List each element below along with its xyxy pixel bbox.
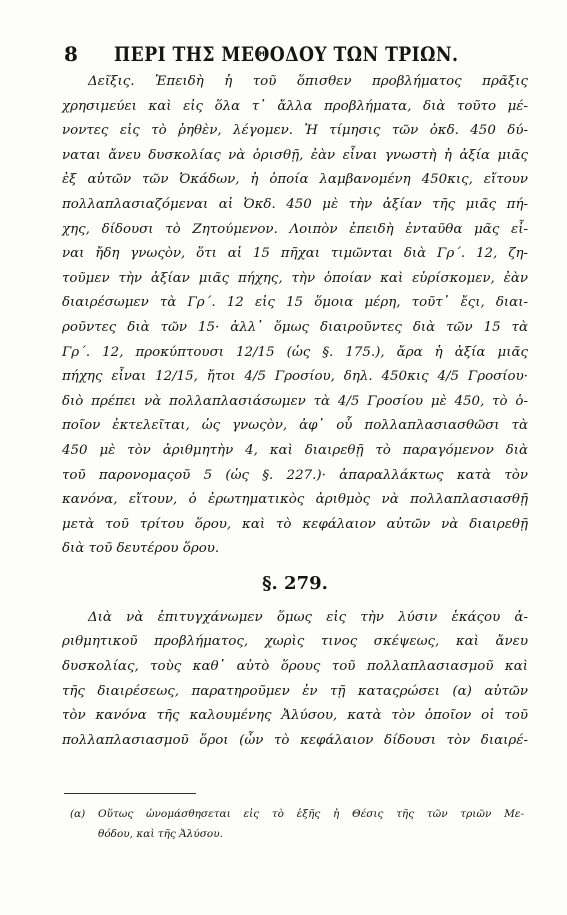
text-line: διὸ πρέπει νὰ πολλαπλασιάσωμεν τὰ 4/5 Γροσίου μὲ 450, τὸ ὁ- [62, 393, 528, 409]
text-line: ἐξ αὐτῶν τῶν Ὀκάδων, ἡ ὁποία λαμβανομένη 450κις, εἴτουν [62, 172, 528, 188]
text-line: διαιρέσωμεν τὰ Γρ΄. 12 εἰς 15 ὅμοια μέρη, τοῦτ᾽ ἔςι, διαι- [62, 295, 528, 311]
page-header [64, 40, 524, 70]
text-line: τῆς διαιρέσεως, παρατηροῦμεν ἐν τῇ καταςρώσει (α) αὐτῶν [62, 683, 528, 699]
text-line: ναται ἄνευ δυσκολίας νὰ ὁρισθῇ, ἐὰν εἶναι γνωστὴ ἡ ἀξία μιᾶς [62, 147, 528, 163]
text-line: χης, δίδουσι τὸ Ζητούμενον. Λοιπὸν ἐπειδὴ ἐνταῦθα μᾶς εἶ- [62, 221, 528, 237]
paragraph-rule [62, 606, 528, 754]
text-line: ποῖον ἐκτελεῖται, ὡς γνωςὸν, ἀφ᾽ οὗ πολλαπλασιασθῶσι τὰ [62, 418, 528, 434]
text-line: τοῦμεν τὴν ἀξίαν μιᾶς πήχης, τὴν ὁποίαν καὶ εὑρίσκομεν, ἐὰν [62, 270, 528, 286]
text-line: τοῦ παρονομαςοῦ 5 (ὡς §. 227.)· ἀπαραλλάκτως κατὰ τὸν [62, 467, 528, 483]
text-line: 450 μὲ τὸν ἀριθμητὴν 4, καὶ διαιρεθῇ τὸ παραγόμενον διὰ [62, 442, 528, 458]
text-line: πολλαπλασιαζόμεναι αἱ Ὀκδ. 450 μὲ τὴν ἀξίαν τῆς μιᾶς πή- [62, 196, 528, 212]
text-line: ναι ἤδη γνωςὸν, ὅτι αἱ 15 πῆχαι τιμῶνται διὰ Γρ΄. 12, ζη- [62, 246, 528, 262]
footnote [70, 804, 524, 844]
text-line: ροῦντες διὰ τῶν 15· ἀλλ᾽ ὅμως διαιροῦντες διὰ τῶν 15 τὰ [62, 319, 528, 335]
text-line: διὰ τοῦ δευτέρου ὅρου. [62, 541, 220, 557]
text-line: Διὰ νὰ ἐπιτυγχάνωμεν ὅμως εἰς τὴν λύσιν ἑκάςου ἀ- [88, 609, 528, 625]
footnote-divider [64, 793, 196, 794]
text-line: Δεῖξις. Ἐπειδὴ ἡ τοῦ ὅπισθεν προβλήματος πρᾶξις [88, 74, 528, 89]
text-line: δυσκολίας, τοὺς καθ᾽ αὐτὸ ὅρους τοῦ πολλαπλασιασμοῦ καὶ [62, 659, 528, 675]
paragraph-proof [62, 70, 528, 562]
body-text [62, 70, 528, 753]
text-line: κανόνα, εἴτουν, ὁ ἐρωτηματικὸς ἀριθμὸς νὰ πολλαπλασιασθῇ [62, 492, 528, 508]
text-line: πήχης εἶναι 12/15, ἤτοι 4/5 Γροσίου, δηλ. 450κις 4/5 Γροσίου· [62, 369, 528, 385]
section-heading: §. 279. [262, 572, 328, 594]
page-number: 8 [64, 42, 78, 66]
text-line: χρησιμεύει καὶ εἰς ὅλα τ᾽ ἄλλα προβλήματα, διὰ τοῦτο μέ- [62, 98, 528, 114]
running-head: ΠΕΡΙ ΤΗΣ ΜΕΘΟΔΟΥ ΤΩΝ ΤΡΙΩΝ. [114, 42, 459, 66]
text-line: Γρ΄. 12, προκύπτουσι 12/15 (ὡς §. 175.), ἄρα ἡ ἀξία μιᾶς [62, 344, 528, 360]
text-line: μετὰ τοῦ τρίτου ὅρου, καὶ τὸ κεφάλαιον αὐτῶν νὰ διαιρεθῇ [62, 516, 528, 532]
text-line: τὸν κανόνα τῆς καλουμένης Ἀλύσου, κατὰ τὸν ὁποῖον οἱ τοῦ [62, 708, 528, 724]
footnote-line: θόδου, καὶ τῆς Ἀλύσου. [98, 828, 223, 840]
text-line: ριθμητικοῦ προβλήματος, χωρὶς τινος σκέψεως, καὶ ἄνευ [62, 634, 528, 650]
text-line: νοντες εἰς τὸ ῥηθὲν, λέγομεν. Ἡ τίμησις τῶν ὀκδ. 450 δύ- [62, 123, 528, 139]
footnote-line: (α) Οὕτως ὠνομάσθησεται εἰς τὸ ἑξῆς ἡ Θέσις τῆς τῶν τριῶν Με- [70, 808, 524, 820]
text-line: πολλαπλασιασμοῦ ὅροι (ὧν τὸ κεφάλαιον δίδουσι τὸν διαιρέ- [62, 732, 528, 748]
